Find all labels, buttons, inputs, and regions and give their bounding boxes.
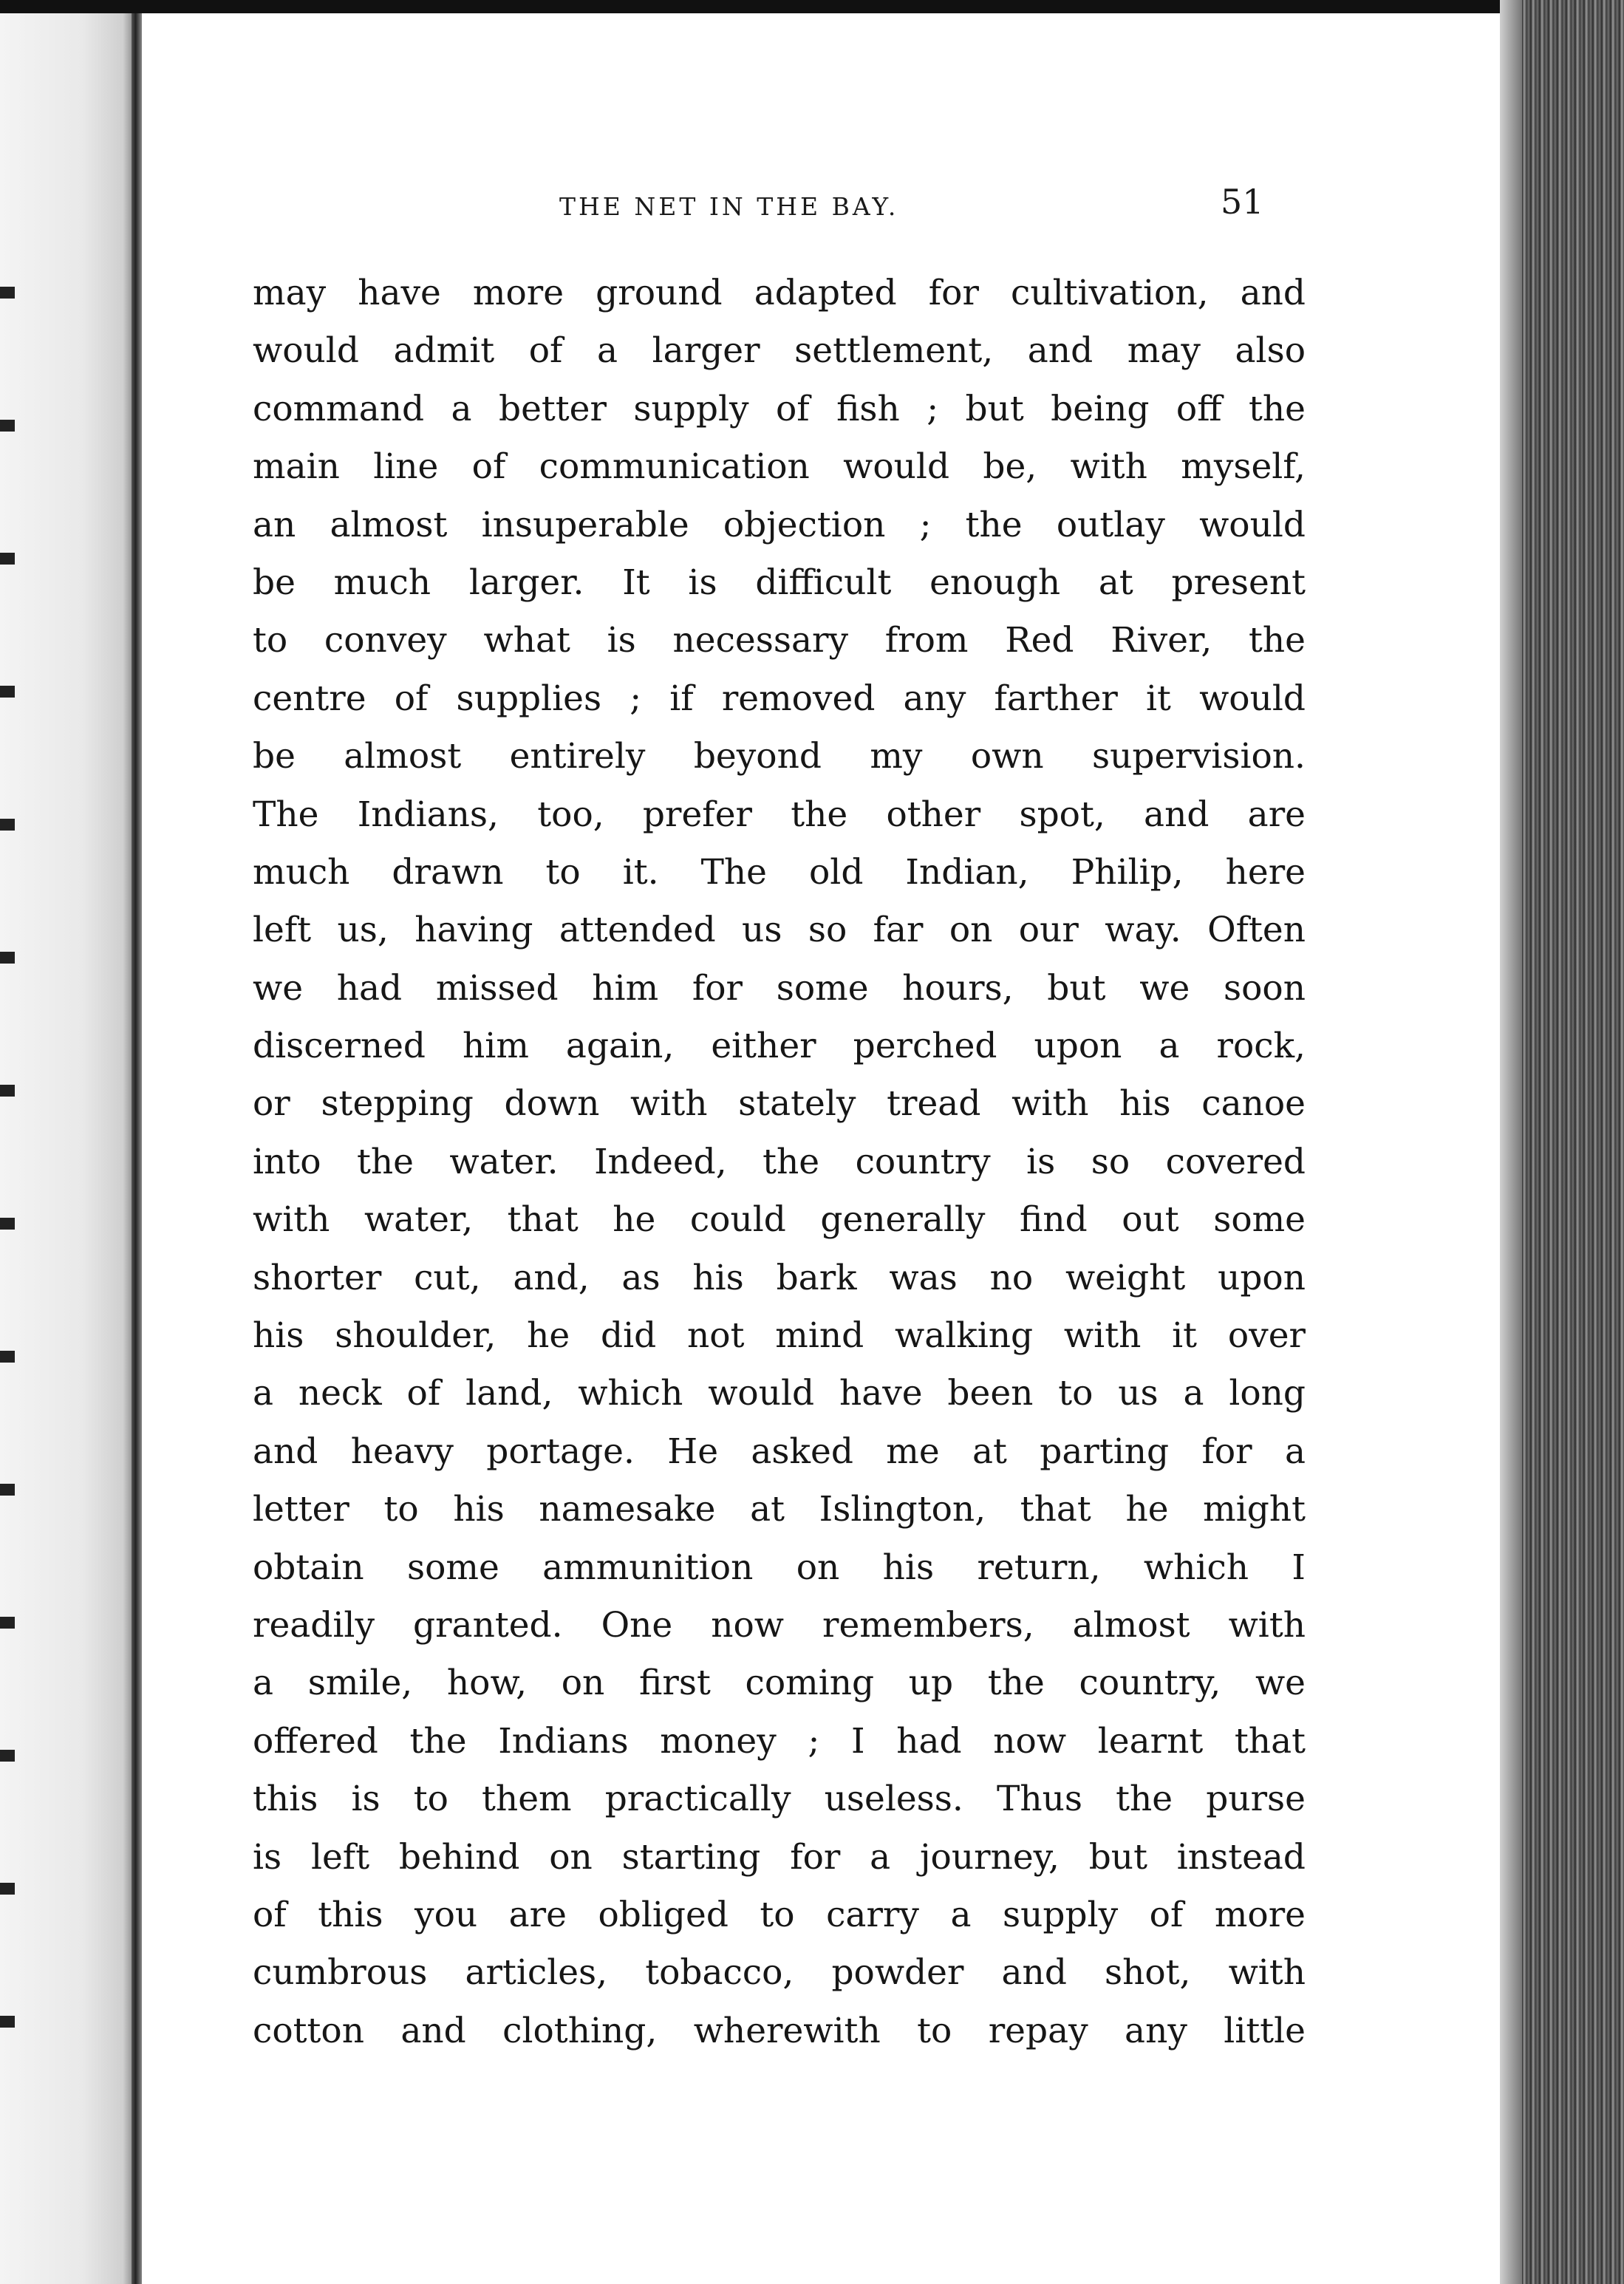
text-line: we had missed him for some hours, but we soon	[253, 967, 1306, 1009]
text-line: be much larger. It is difficult enough at present	[253, 562, 1306, 603]
left-page-bleed-marks	[0, 222, 15, 2069]
text-line: of this you are obliged to carry a supply of more	[253, 1894, 1306, 1935]
book-gutter	[132, 13, 142, 2284]
running-title: THE NET IN THE BAY.	[559, 192, 899, 221]
text-line: left us, having attended us so far on our way. Often	[253, 910, 1306, 951]
text-line: discerned him again, either perched upon a rock,	[253, 1026, 1306, 1067]
text-line: readily granted. One now remembers, almost with	[253, 1604, 1306, 1646]
text-line: The Indians, too, prefer the other spot, and are	[253, 794, 1306, 835]
text-line: an almost insuperable objection ; the outlay would	[253, 504, 1306, 545]
text-line: centre of supplies ; if removed any farther it would	[253, 678, 1306, 719]
body-text	[253, 265, 1306, 2060]
text-line: with water, that he could generally find out some	[253, 1199, 1306, 1241]
text-line: command a better supply of fish ; but being off the	[253, 388, 1306, 429]
top-shadow	[0, 0, 1624, 13]
text-line: shorter cut, and, as his bark was no weight upon	[253, 1257, 1306, 1298]
text-line: his shoulder, he did not mind walking with it over	[253, 1315, 1306, 1357]
page-number: 51	[1221, 182, 1264, 222]
page-stack-shadow	[1500, 0, 1522, 2284]
text-line: obtain some ammunition on his return, which I	[253, 1547, 1306, 1588]
text-line: offered the Indians money ; I had now learnt that	[253, 1720, 1306, 1762]
text-line: cotton and clothing, wherewith to repay any little	[253, 2010, 1306, 2051]
text-line: much drawn to it. The old Indian, Philip, here	[253, 851, 1306, 893]
text-line: would admit of a larger settlement, and may also	[253, 330, 1306, 372]
text-line: letter to his namesake at Islington, that he might	[253, 1489, 1306, 1530]
running-head	[142, 182, 1501, 226]
text-line: a neck of land, which would have been to us a long	[253, 1373, 1306, 1414]
text-line: cumbrous articles, tobacco, powder and shot, with	[253, 1952, 1306, 1994]
text-line: be almost entirely beyond my own supervision.	[253, 736, 1306, 777]
text-line: and heavy portage. He asked me at parting for a	[253, 1431, 1306, 1472]
text-line: a smile, how, on first coming up the country, we	[253, 1663, 1306, 1704]
text-line: is left behind on starting for a journey, but instead	[253, 1836, 1306, 1878]
text-line: into the water. Indeed, the country is so covered	[253, 1141, 1306, 1182]
book-page	[142, 13, 1501, 2284]
text-line: main line of communication would be, with myself,	[253, 446, 1306, 488]
text-line: or stepping down with stately tread with his canoe	[253, 1083, 1306, 1125]
text-line: may have more ground adapted for cultivation, and	[253, 273, 1306, 313]
text-line: this is to them practically useless. Thus the purse	[253, 1779, 1306, 1820]
text-line: to convey what is necessary from Red River, the	[253, 620, 1306, 661]
left-page-edge	[0, 13, 137, 2284]
